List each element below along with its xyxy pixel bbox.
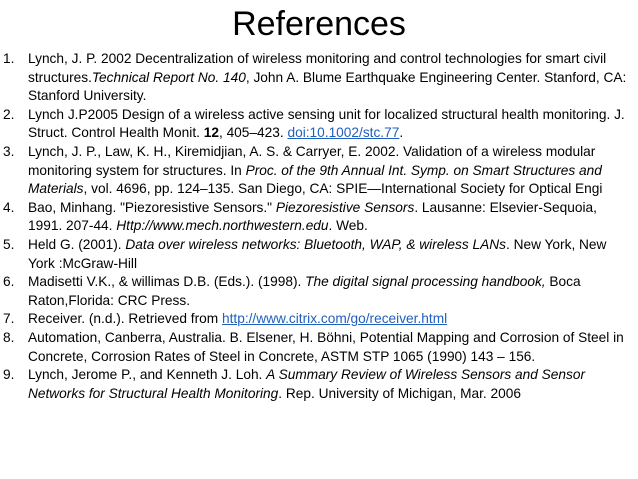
reference-text: Madisetti V.K., & willimas D.B. (Eds.). (1998). xyxy=(28,274,306,290)
reference-list xyxy=(0,50,638,403)
page-title: References xyxy=(232,5,406,43)
book-title: The digital signal processing handbook, xyxy=(305,274,546,290)
web-address: Http://www.mech.northwestern.edu xyxy=(116,218,329,234)
reference-item xyxy=(0,199,628,236)
citrix-receiver-link[interactable]: http://www.citrix.com/go/receiver.html xyxy=(221,311,448,327)
reference-item xyxy=(0,50,628,106)
reference-number: 2. xyxy=(3,106,15,122)
reference-text: Lynch, J. P., Law, K. H., Kiremidjian, A. S. & Carryer, E. 2002. Validation of a wireless modular monitoring system for structures. In xyxy=(28,143,596,178)
reference-item xyxy=(0,310,628,329)
report-title: Technical Report No. 140 xyxy=(91,69,246,85)
volume-number: 12 xyxy=(203,125,219,141)
reference-text: Lynch, J. P. 2002 Decentralization of wireless monitoring and control technologies for smart civil structures. xyxy=(28,51,607,85)
reference-number: 8. xyxy=(3,329,15,345)
reference-text: . New York, New York :McGraw-Hill xyxy=(28,236,607,271)
reference-text: Receiver. (n.d.). Retrieved from xyxy=(28,311,222,327)
reference-item xyxy=(0,329,628,366)
reference-number: 1. xyxy=(3,51,15,66)
reference-text: , John A. Blume Earthquake Engineering Center. Stanford, CA: Stanford University. xyxy=(28,69,627,104)
doi-link[interactable]: doi:10.1002/stc.77 xyxy=(287,125,400,141)
reference-text: . Rep. University of Michigan, Mar. 2006 xyxy=(278,385,521,401)
reference-text: . Web. xyxy=(328,218,368,234)
report-title: A Summary Review of Wireless Sensors and Sensor Networks for Structural Health Monitoring xyxy=(28,367,586,401)
reference-item xyxy=(0,366,628,403)
reference-text: Automation, Canberra, Australia. B. Elsener, H. Böhni, Potential Mapping and Corrosion of Steel in Concrete, Corrosion Rates of Steel in Concrete, ASTM STP 1065 (1990) 143 – 156. xyxy=(28,329,624,364)
reference-number: 5. xyxy=(3,236,15,252)
reference-number: 6. xyxy=(3,274,15,290)
reference-text: Lynch, Jerome P., and Kenneth J. Loh. xyxy=(28,367,267,383)
book-title: Data over wireless networks: Bluetooth, WAP, & wireless LANs xyxy=(125,236,507,252)
reference-number: 7. xyxy=(3,311,15,327)
reference-item xyxy=(0,106,628,143)
reference-item xyxy=(0,143,628,199)
reference-number: 9. xyxy=(3,367,15,383)
reference-text: Boca Raton,Florida: CRC Press. xyxy=(28,274,581,308)
book-title: Piezoresistive Sensors xyxy=(275,199,415,215)
reference-number: 3. xyxy=(3,143,15,159)
reference-text: . xyxy=(399,125,404,141)
reference-text: Bao, Minhang. "Piezoresistive Sensors." xyxy=(28,199,276,215)
proceedings-title: Proc. of the 9th Annual Int. Symp. on Smart Structures and Materials xyxy=(28,162,602,197)
reference-text: , vol. 4696, pp. 124–135. San Diego, CA: SPIE—International Society for Optical Engi xyxy=(83,181,603,197)
reference-text: , 405–423. xyxy=(218,125,288,141)
reference-item xyxy=(0,236,628,273)
reference-item xyxy=(0,273,628,310)
reference-number: 4. xyxy=(3,199,15,215)
reference-text: Lynch J.P2005 Design of a wireless active sensing unit for localized structural health monitoring. J. Struct. Control Health Monit. xyxy=(28,106,625,141)
reference-text: . Lausanne: Elsevier-Sequoia, 1991. 207-44. xyxy=(28,199,597,234)
reference-text: Held G. (2001). xyxy=(28,236,126,252)
